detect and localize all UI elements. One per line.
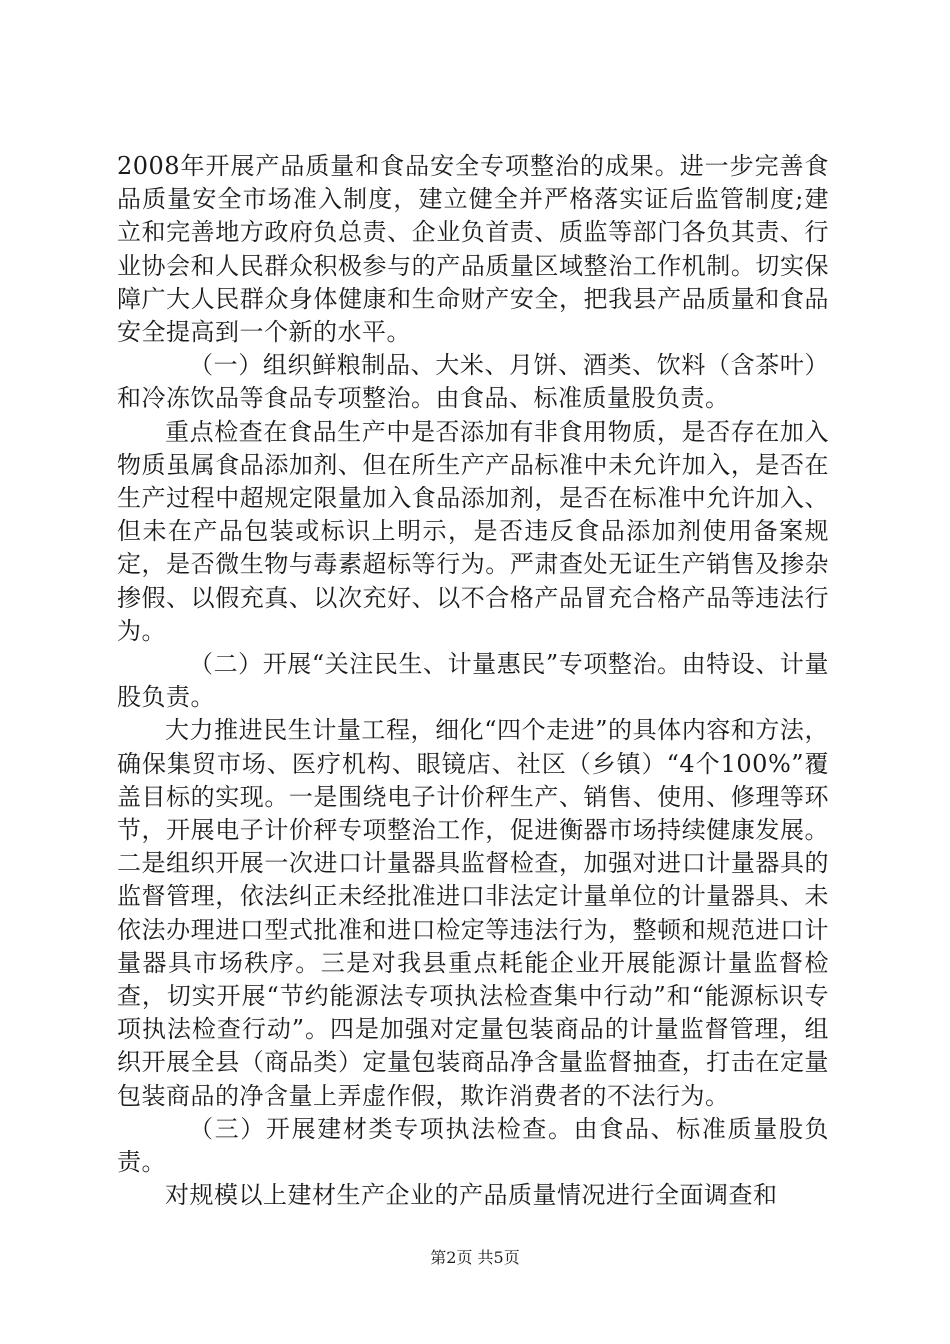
page-number-footer: 第2页 共5页 [430,1248,520,1267]
section-heading-1: （一）组织鲜粮制品、大米、月饼、酒类、饮料（含茶叶）和冷冻饮品等食品专项整治。由食品、标准质量股负责。 [117,351,829,413]
paragraph-section-3: 对规模以上建材生产企业的产品质量情况进行全面调查和 [165,1181,778,1210]
section-heading-3: （三）开展建材类专项执法检查。由食品、标准质量股负责。 [117,1114,829,1177]
paragraph-intro-continued: 2008年开展产品质量和食品安全专项整治的成果。进一步完善食品质量安全市场准入制度，建立健全并严格落实证后监管制度;建立和完善地方政府负总责、企业负首责、质监等部门各负其责、行业协会和人民群众积极参与的产品质量区域整治工作机制。切实保障广大人民群众身体健康和生命财产安全，把我县产品质量和食品安全提高到一个新的水平。 [117,152,829,347]
paragraph-section-1: 重点检查在食品生产中是否添加有非食用物质，是否存在加入物质虽属食品添加剂、但在所生产产品标准中未允许加入，是否在生产过程中超规定限量加入食品添加剂，是否在标准中允许加入、但未在产品包装或标识上明示，是否违反食品添加剂使用备案规定，是否微生物与毒素超标等行为。严肃查处无证生产销售及掺杂掺假、以假充真、以次充好、以不合格产品冒充合格产品等违法行为。 [117,417,829,645]
paragraph-section-2: 大力推进民生计量工程，细化“四个走进”的具体内容和方法，确保集贸市场、医疗机构、眼镜店、社区（乡镇）“4个100%”覆盖目标的实现。一是围绕电子计价秤生产、销售、使用、修理等环节，开展电子计价秤专项整治工作，促进衡器市场持续健康发展。二是组织开展一次进口计量器具监督检查，加强对进口计量器具的监督管理，依法纠正未经批准进口非法定计量单位的计量器具、未依法办理进口型式批准和进口检定等违法行为，整顿和规范进口计量器具市场秩序。三是对我县重点耗能企业开展能源计量监督检查，切实开展“节约能源法专项执法检查集中行动”和“能源标识专项执法检查行动”。四是加强对定量包装商品的计量监督管理，组织开展全县（商品类）定量包装商品净含量监督抽查，打击在定量包装商品的净含量上弄虚作假，欺诈消费者的不法行为。 [117,716,829,1110]
section-heading-2: （二）开展“关注民生、计量惠民”专项整治。由特设、计量股负责。 [117,650,829,712]
document-body [117,150,829,1213]
